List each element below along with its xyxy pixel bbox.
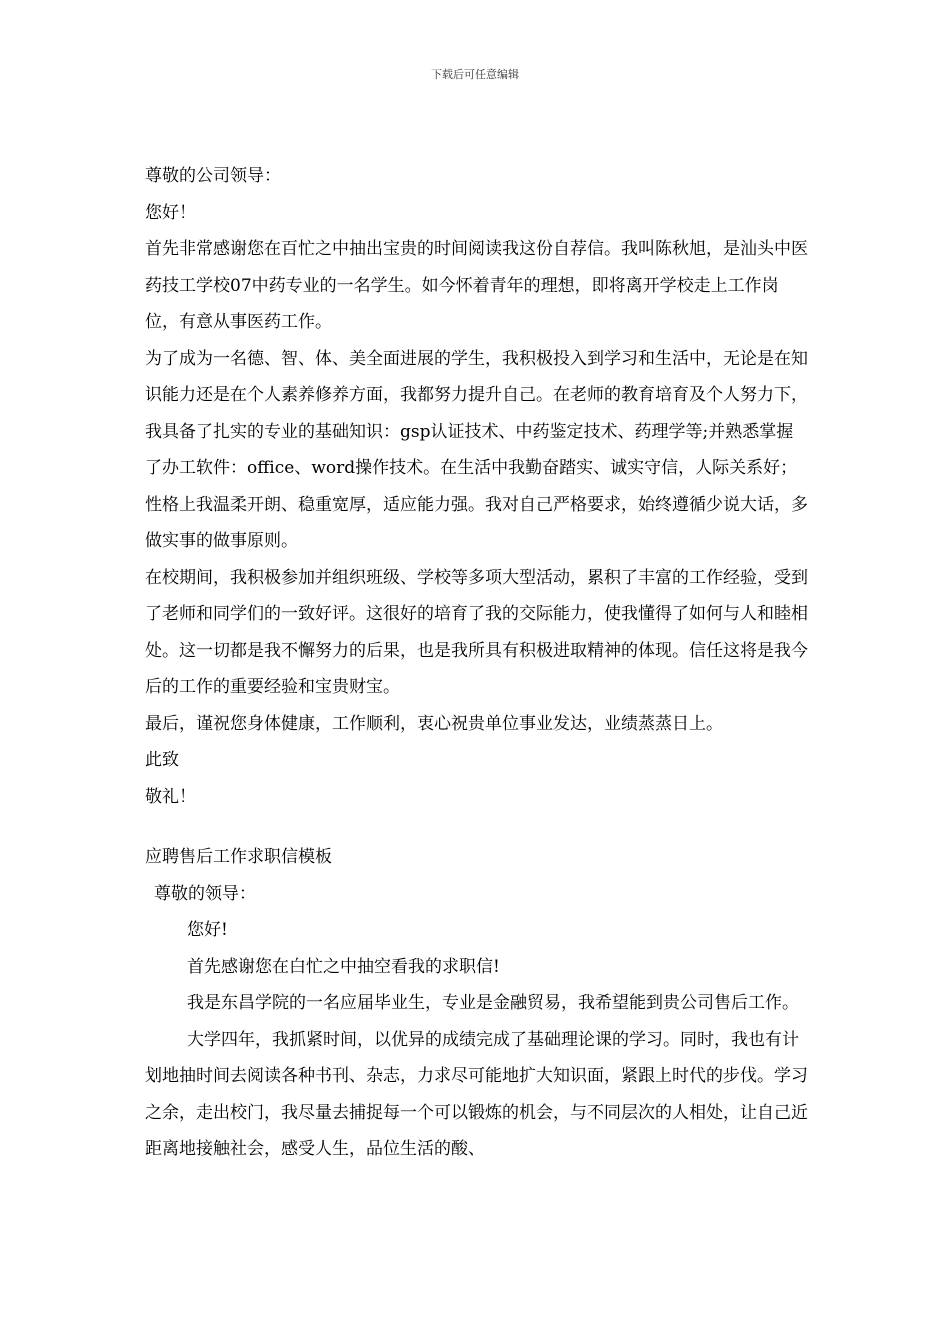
- salutation: 尊敬的公司领导：: [145, 166, 281, 186]
- paragraph-closing-wishes: 最后，谨祝您身体健康，工作顺利，衷心祝贵单位事业发达，业绩蒸蒸日上。: [145, 713, 723, 734]
- paragraph-intro: 我是东昌学院的一名应届毕业生，专业是金融贸易，我希望能到贵公司售后工作。: [187, 993, 799, 1013]
- closing-line-2: 敬礼！: [145, 786, 196, 807]
- cover-letter-2: [145, 839, 810, 1168]
- page-header: 下载后可任意编辑: [431, 68, 519, 81]
- paragraph-activities: 在校期间，我积极参加并组织班级、学校等多项大型活动，累积了丰富的工作经验，受到了老师和同学们的一致好评。这很好的培育了我的交际能力，使我懂得了如何与人和睦相处。这一切都是我不懈努力的后果，也是我所具有积极进取精神的体现。信任这将是我今后的工作的重要经验和宝贵财宝。: [145, 567, 808, 697]
- paragraph-thanks: 首先感谢您在白忙之中抽空看我的求职信!: [187, 956, 500, 977]
- paragraph-intro: 首先非常感谢您在百忙之中抽出宝贵的时间阅读我这份自荐信。我叫陈秋旭，是汕头中医药技工学校07中药专业的一名学生。如今怀着青年的理想，即将离开学校走上工作岗位，有意从事医药工作。: [145, 239, 808, 332]
- salutation: 尊敬的领导：: [154, 883, 256, 904]
- template-title: 应聘售后工作求职信模板: [145, 847, 332, 867]
- closing-line-1: 此致: [145, 750, 179, 770]
- paragraph-skills: 为了成为一名德、智、体、美全面进展的学生，我积极投入到学习和生活中，无论是在知识能力还是在个人素养修养方面，我都努力提升自己。在老师的教育培育及个人努力下，我具备了扎实的专业的基础知识：gsp认证技术、中药鉴定技术、药理学等;并熟悉掌握了办工软件：office、word操作技术。在生活中我勤奋踏实、诚实守信，人际关系好；性格上我温柔开朗、稳重宽厚，适应能力强。我对自己严格要求，始终遵循少说大话，多做实事的做事原则。: [145, 348, 808, 551]
- greeting: 您好！: [145, 202, 196, 223]
- cover-letter-1: [145, 158, 810, 815]
- paragraph-study: 大学四年，我抓紧时间，以优异的成绩完成了基础理论课的学习。同时，我也有计划地抽时间去阅读各种书刊、杂志，力求尽可能地扩大知识面，紧跟上时代的步伐。学习之余，走出校门，我尽量去捕捉每一个可以锻炼的机会，与不同层次的人相处，让自己近距离地接触社会，感受人生，品位生活的酸、: [145, 1029, 808, 1159]
- greeting: 您好!: [187, 920, 228, 940]
